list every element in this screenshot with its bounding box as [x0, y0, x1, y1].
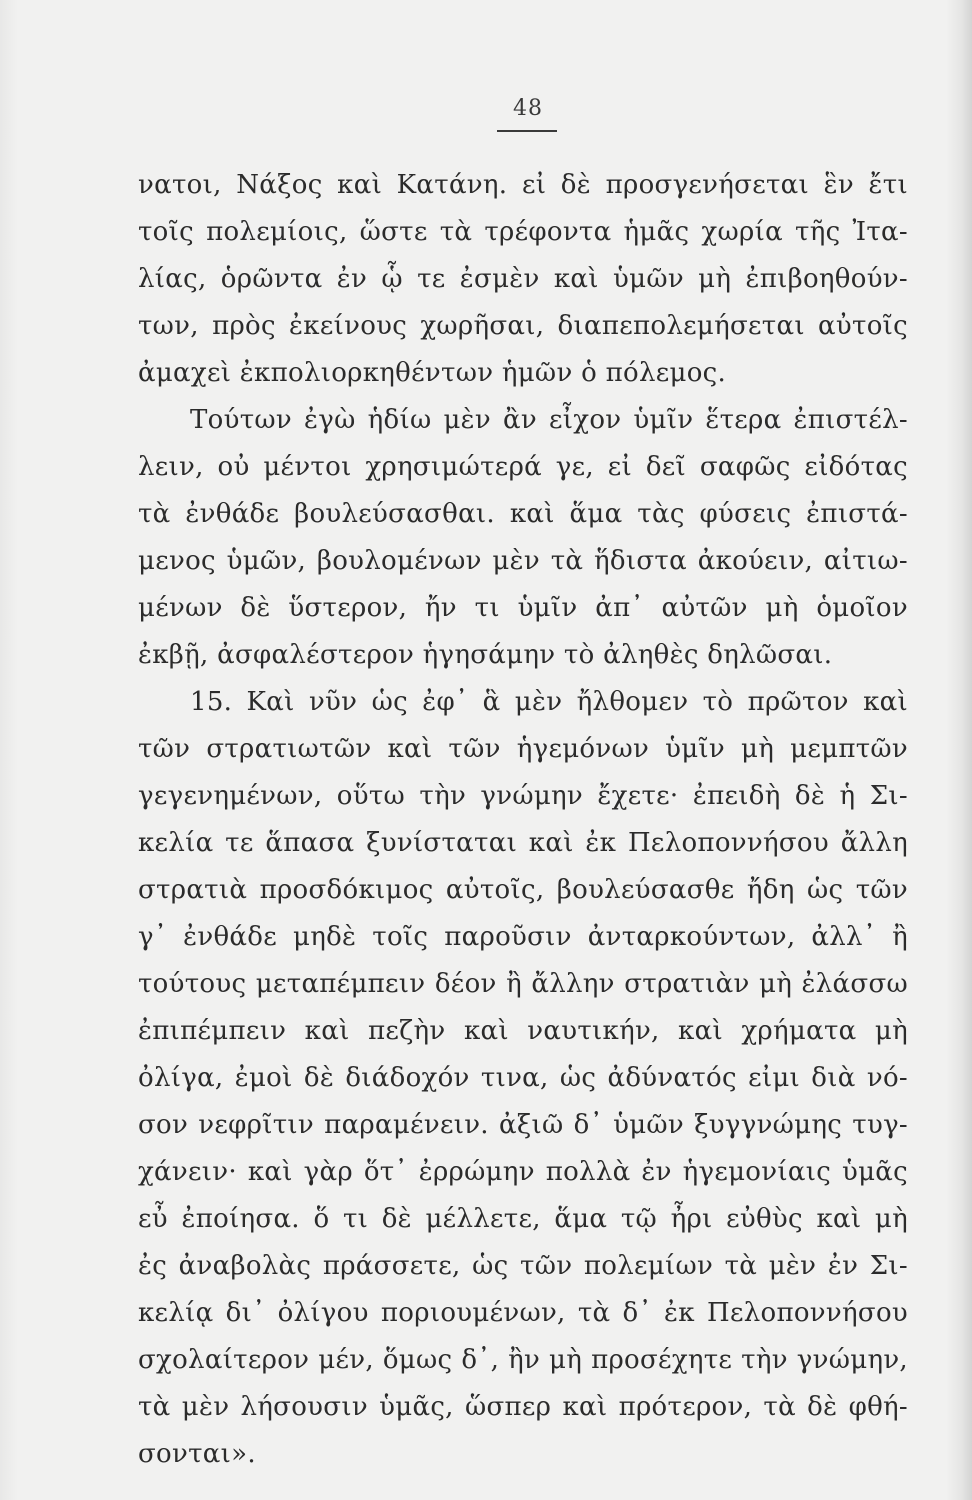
text-line: ἐπιπέμπειν καὶ πεζὴν καὶ ναυτικήν, καὶ χρήματα μὴ — [138, 1016, 908, 1046]
text-line: σονται». — [138, 1439, 256, 1469]
text-line: ἀμαχεὶ ἐκπολιορκηθέντων ἡμῶν ὁ πόλεμος. — [138, 358, 727, 388]
text-line: γ᾽ ἐνθάδε μηδὲ τοῖς παροῦσιν ἀνταρκούντων, ἀλλ᾽ ἢ — [138, 922, 908, 952]
paragraph-start-line: Τούτων ἐγὼ ἡδίω μὲν ἂν εἶχον ὑμῖν ἕτερα ἐπιστέλ- — [190, 405, 908, 435]
page-number: 48 — [513, 96, 543, 121]
text-line: κελία τε ἅπασα ξυνίσταται καὶ ἐκ Πελοποννήσου ἄλλη — [138, 828, 908, 858]
section-15-start-line: 15. Καὶ νῦν ὡς ἐφ᾽ ἃ μὲν ἤλθομεν τὸ πρῶτον καὶ — [190, 687, 908, 717]
text-line: μενος ὑμῶν, βουλομένων μὲν τὰ ἥδιστα ἀκούειν, αἰτιω- — [138, 546, 908, 576]
text-line: ἐκβῇ, ἀσφαλέστερον ἡγησάμην τὸ ἀληθὲς δηλῶσαι. — [138, 640, 833, 670]
text-line: χάνειν· καὶ γὰρ ὅτ᾽ ἐρρώμην πολλὰ ἐν ἡγεμονίαις ὑμᾶς — [138, 1157, 908, 1187]
text-line: λειν, οὐ μέντοι χρησιμώτερά γε, εἰ δεῖ σαφῶς εἰδότας — [138, 452, 908, 482]
text-line: στρατιὰ προσδόκιμος αὐτοῖς, βουλεύσασθε ἤδη ὡς τῶν — [138, 875, 908, 905]
text-line: τῶν στρατιωτῶν καὶ τῶν ἡγεμόνων ὑμῖν μὴ μεμπτῶν — [138, 734, 908, 764]
text-line: μένων δὲ ὕστερον, ἤν τι ὑμῖν ἀπ᾽ αὐτῶν μὴ ὁμοῖον — [138, 593, 908, 623]
text-line: γεγενημένων, οὕτω τὴν γνώμην ἔχετε· ἐπειδὴ δὲ ἡ Σι- — [138, 781, 908, 811]
text-line: σον νεφρῖτιν παραμένειν. ἀξιῶ δ᾽ ὑμῶν ξυγγνώμης τυγ- — [138, 1110, 908, 1140]
text-line: τοῖς πολεμίοις, ὥστε τὰ τρέφοντα ἡμᾶς χωρία τῆς Ἰτα- — [138, 217, 908, 247]
page-right-edge-shading — [946, 0, 972, 1500]
body-text — [138, 162, 908, 1478]
text-line: εὖ ἐποίησα. ὅ τι δὲ μέλλετε, ἅμα τῷ ἦρι εὐθὺς καὶ μὴ — [138, 1204, 908, 1234]
text-line: κελίᾳ δι᾽ ὀλίγου ποριουμένων, τὰ δ᾽ ἐκ Πελοποννήσου — [138, 1298, 908, 1328]
text-line: τὰ ἐνθάδε βουλεύσασθαι. καὶ ἅμα τὰς φύσεις ἐπιστά- — [138, 499, 908, 529]
text-line: ἐς ἀναβολὰς πράσσετε, ὡς τῶν πολεμίων τὰ μὲν ἐν Σι- — [138, 1251, 908, 1281]
text-line: τὰ μὲν λήσουσιν ὑμᾶς, ὥσπερ καὶ πρότερον, τὰ δὲ φθή- — [138, 1392, 908, 1422]
page-number-rule — [497, 130, 557, 132]
text-line: νατοι, Νάξος καὶ Κατάνη. εἰ δὲ προσγενήσεται ἓν ἔτι — [138, 170, 908, 200]
text-line: σχολαίτερον μέν, ὅμως δ᾽, ἢν μὴ προσέχητε τὴν γνώμην, — [138, 1345, 908, 1375]
text-line: λίας, ὁρῶντα ἐν ᾧ τε ἐσμὲν καὶ ὑμῶν μὴ ἐπιβοηθούν- — [138, 264, 908, 294]
text-line: τούτους μεταπέμπειν δέον ἢ ἄλλην στρατιὰν μὴ ἐλάσσω — [138, 969, 908, 999]
page-left-edge-shading — [0, 0, 18, 1500]
text-line: των, πρὸς ἐκείνους χωρῆσαι, διαπεπολεμήσεται αὐτοῖς — [138, 311, 908, 341]
text-line: ὀλίγα, ἐμοὶ δὲ διάδοχόν τινα, ὡς ἀδύνατός εἰμι διὰ νό- — [138, 1063, 908, 1093]
